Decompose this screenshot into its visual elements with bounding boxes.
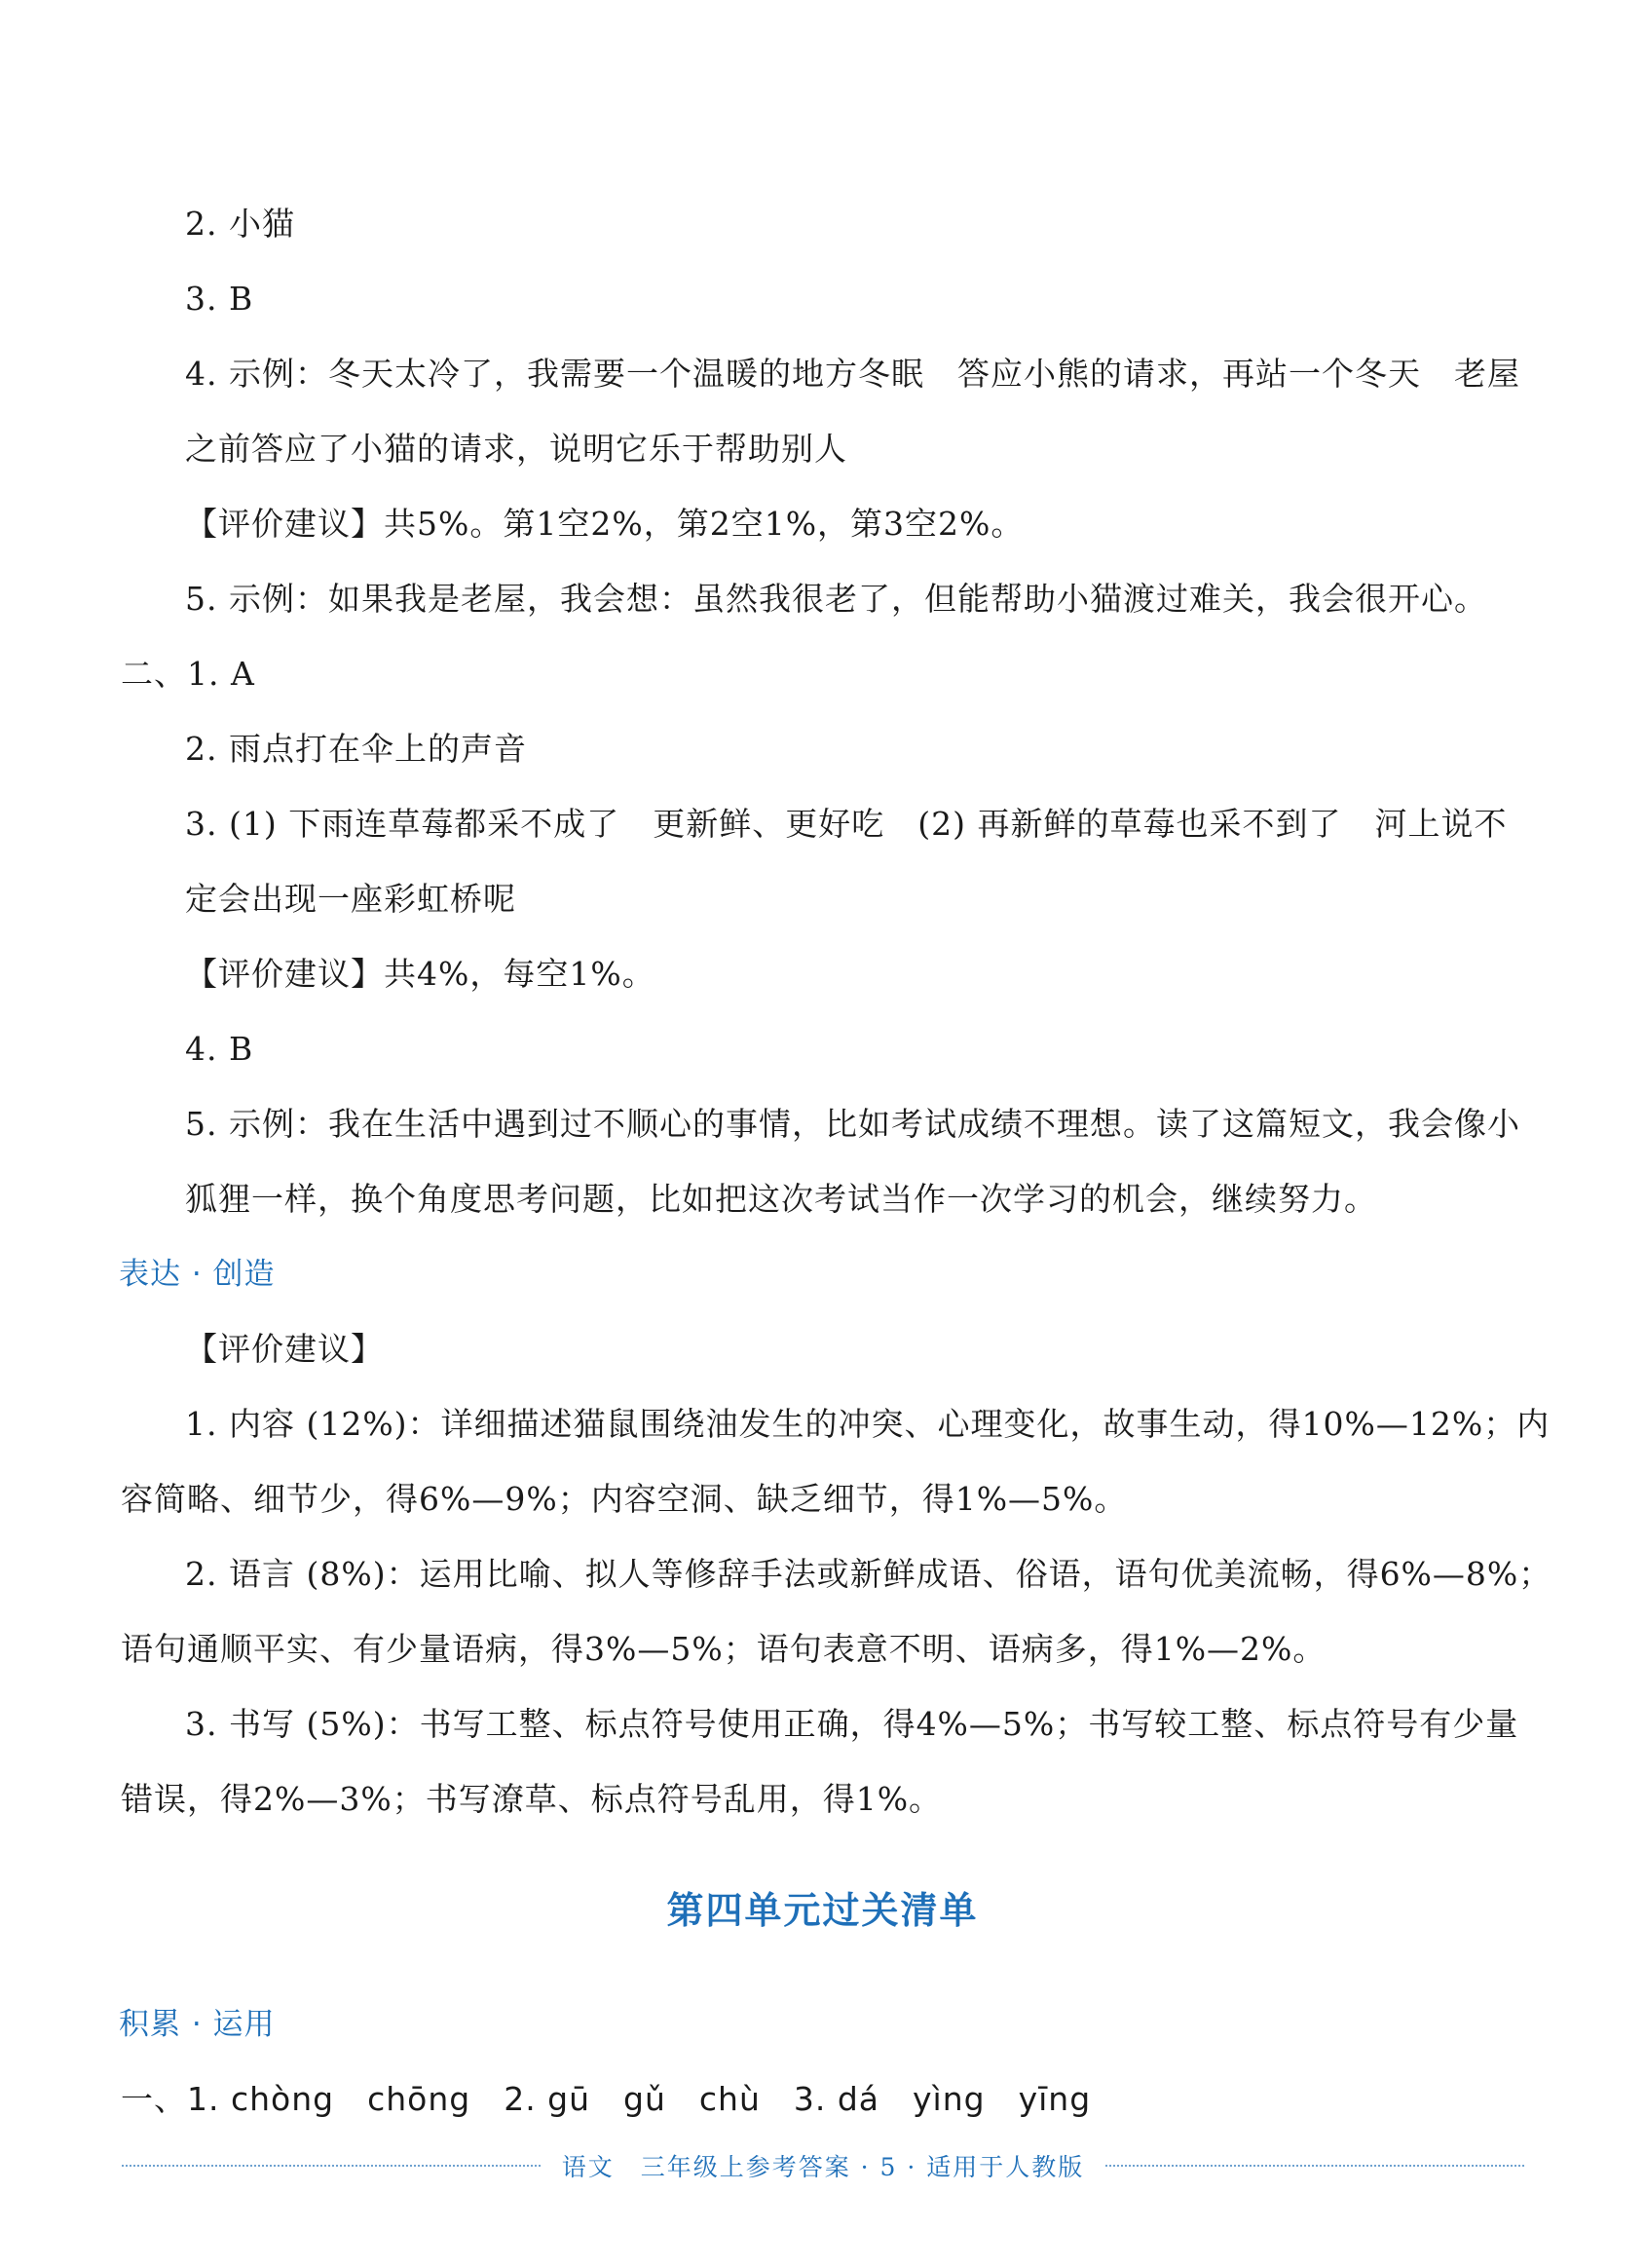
section-heading-accumulation: 积累 · 运用 — [119, 2007, 276, 2042]
answer-line: 错误，得2%—3%；书写潦草、标点符号乱用，得1%。 — [121, 1780, 943, 1818]
answer-line: 1. 内容 (12%)：详细描述猫鼠围绕油发生的冲突、心理变化，故事生动，得10%—12%；内 — [185, 1405, 1551, 1443]
answer-line: 二、1. A — [121, 655, 255, 693]
answer-line: 容简略、细节少，得6%—9%；内容空洞、缺乏细节，得1%—5%。 — [121, 1480, 1128, 1518]
evaluation-note: 【评价建议】共4%，每空1%。 — [185, 955, 655, 993]
answer-line: 定会出现一座彩虹桥呢 — [185, 880, 516, 918]
pinyin-answer-line: 一、1. chòng chōng 2. gū gǔ chù 3. dá yìng yīng — [121, 2080, 1092, 2118]
answer-line: 3. 书写 (5%)：书写工整、标点符号使用正确，得4%—5%；书写较工整、标点符号有少量 — [185, 1705, 1519, 1743]
answer-line: 之前答应了小猫的请求，说明它乐于帮助别人 — [185, 430, 847, 468]
page-footer — [122, 2146, 1524, 2185]
evaluation-note: 【评价建议】 — [185, 1330, 384, 1368]
answer-line: 语句通顺平实、有少量语病，得3%—5%；语句表意不明、语病多，得1%—2%。 — [121, 1630, 1327, 1668]
evaluation-note: 【评价建议】共5%。第1空2%，第2空1%，第3空2%。 — [185, 505, 1025, 543]
answer-line: 2. 雨点打在伞上的声音 — [185, 730, 527, 768]
answer-line: 4. 示例：冬天太冷了，我需要一个温暖的地方冬眠 答应小熊的请求，再站一个冬天 老屋 — [185, 355, 1520, 393]
answer-line: 2. 语言 (8%)：运用比喻、拟人等修辞手法或新鲜成语、俗语，语句优美流畅，得6%—8%； — [185, 1555, 1552, 1593]
answer-line: 3. (1) 下雨连草莓都采不成了 更新鲜、更好吃 (2) 再新鲜的草莓也采不到了 河上说不 — [185, 805, 1508, 843]
footer-dotted-rule-left — [122, 2165, 541, 2167]
answer-line: 3. B — [185, 280, 254, 318]
answer-line: 5. 示例：我在生活中遇到过不顺心的事情，比如考试成绩不理想。读了这篇短文，我会像小 — [185, 1105, 1520, 1143]
section-heading-expression: 表达 · 创造 — [119, 1257, 276, 1292]
answer-line: 5. 示例：如果我是老屋，我会想：虽然我很老了，但能帮助小猫渡过难关，我会很开心。 — [185, 580, 1487, 618]
footer-text: 语文 三年级上参考答案 · 5 · 适用于人教版 — [561, 2153, 1085, 2181]
answer-line: 2. 小猫 — [185, 205, 295, 243]
answer-line: 4. B — [185, 1030, 254, 1068]
footer-dotted-rule-right — [1105, 2165, 1524, 2167]
answer-line: 狐狸一样，换个角度思考问题，比如把这次考试当作一次学习的机会，继续努力。 — [185, 1180, 1377, 1218]
unit-title: 第四单元过关清单 — [666, 1888, 979, 1932]
